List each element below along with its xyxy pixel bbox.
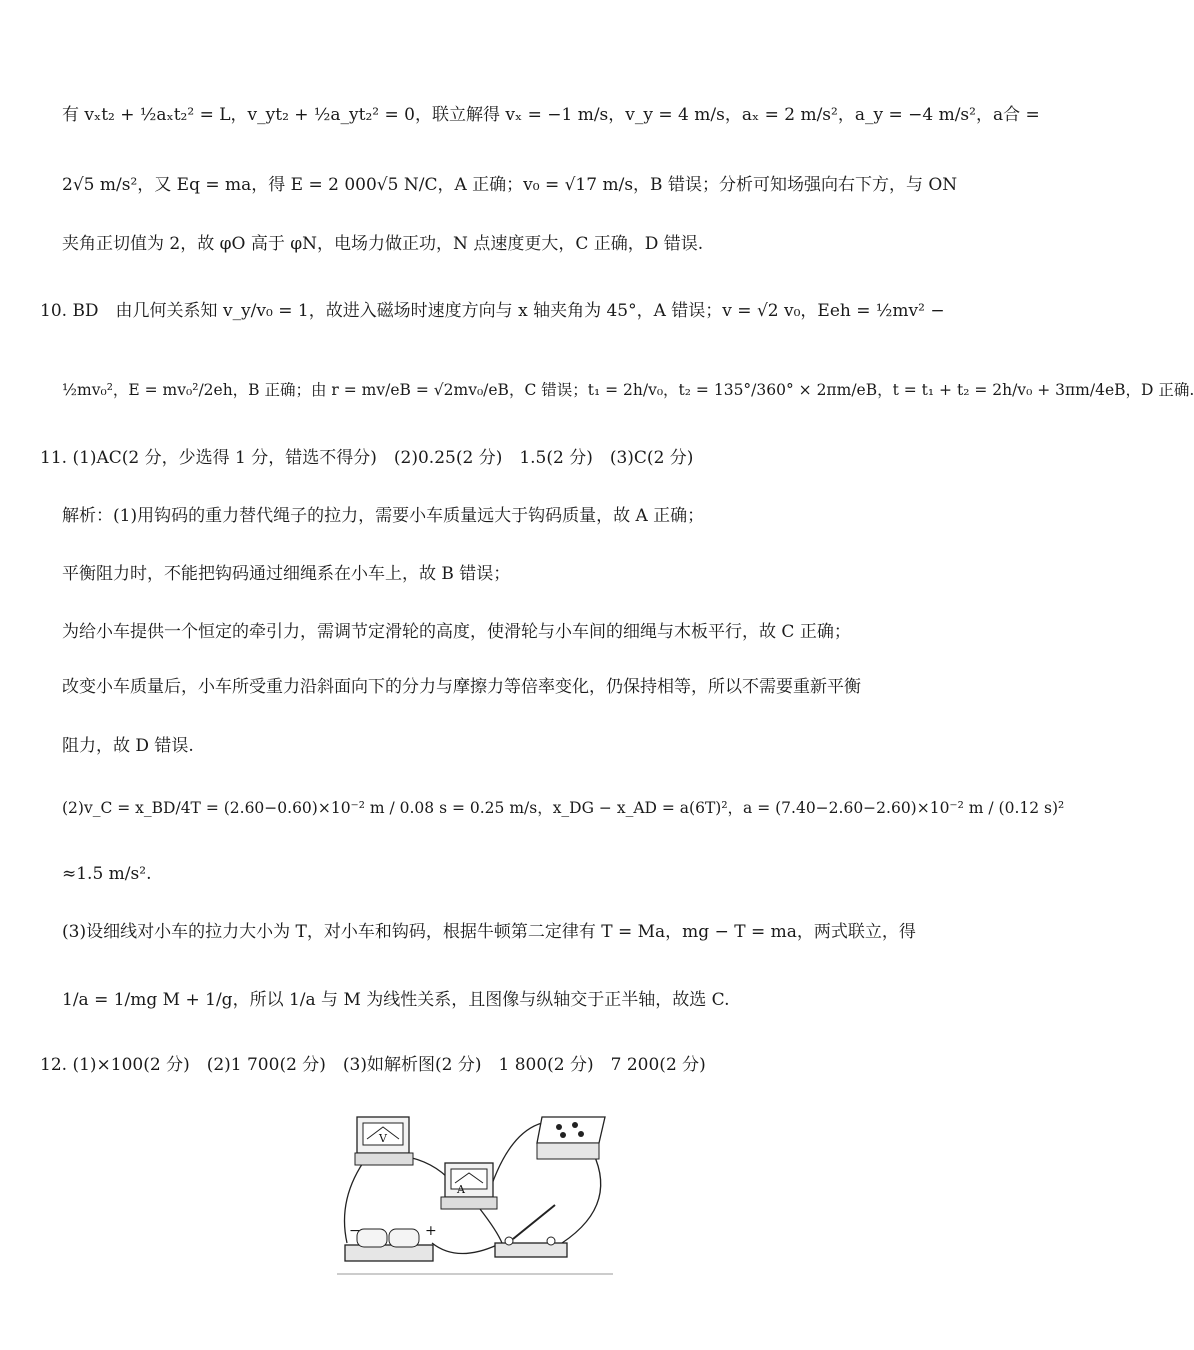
question-10: 10. BD 由几何关系知 v_y/v₀ = 1，故进入磁场时速度方向与 x 轴夹角为 45°，A 错误；v = √2 v₀，Eeh = ½mv² − [40,301,945,321]
explanation-formula: (2)v_C = x_BD/4T = (2.60−0.60)×10⁻² m / 0.08 s = 0.25 m/s，x_DG − x_AD = a(6T)²，a = (7.40−2.60−2.60)×10⁻² m / (0.12 s)² [62,799,1065,817]
battery-icon [345,1223,437,1261]
explanation-2: 平衡阻力时，不能把钩码通过细绳系在小车上，故 B 错误； [62,564,511,584]
question-11: 11. (1)AC(2 分，少选得 1 分，错选不得分) (2)0.25(2 分) 1.5(2 分) (3)C(2 分) [40,448,694,468]
switch-icon [495,1205,567,1257]
ammeter-label: A [457,1183,465,1196]
text-line-1: 有 vₓt₂ + ½aₓt₂² = L，v_yt₂ + ½a_yt₂² = 0，联立解得 vₓ = −1 m/s，v_y = 4 m/s，aₓ = 2 m/s²，a_y = −4 m/s²，a合 = [62,105,1040,125]
text-line-2: 2√5 m/s²，又 Eq = ma，得 E = 2 000√5 N/C，A 正确；v₀ = √17 m/s，B 错误；分析可知场强向右下方，与 ON [62,175,958,195]
explanation-6: (3)设细线对小车的拉力大小为 T，对小车和钩码，根据牛顿第二定律有 T = Ma，mg − T = ma，两式联立，得 [62,922,916,942]
text-line-3: 夹角正切值为 2，故 φO 高于 φN，电场力做正功，N 点速度更大，C 正确，D 错误. [62,234,704,254]
voltmeter-icon [355,1117,413,1165]
resistance-box-icon [537,1117,605,1159]
explanation-3: 为给小车提供一个恒定的牵引力，需调节定滑轮的高度，使滑轮与小车间的细绳与木板平行，故 C 正确； [62,622,851,642]
explanation-4: 改变小车质量后，小车所受重力沿斜面向下的分力与摩擦力等倍率变化，仍保持相等，所以不需要重新平衡 [62,677,861,697]
text-line-5: ½mv₀²，E = mv₀²/2eh，B 正确；由 r = mv/eB = √2mv₀/eB，C 错误；t₁ = 2h/v₀，t₂ = 135°/360° × 2πm/eB，t = t₁ + t₂ = 2h/v₀ + 3πm/4eB，D 正确. [62,381,1194,399]
ammeter-icon [441,1163,497,1209]
explanation-5: 阻力，故 D 错误. [62,736,194,756]
voltmeter-label: V [379,1132,387,1145]
explanation-1: 解析：(1)用钩码的重力替代绳子的拉力，需要小车质量远大于钩码质量，故 A 正确； [62,506,705,526]
explanation-7: 1/a = 1/mg M + 1/g，所以 1/a 与 M 为线性关系，且图像与纵轴交于正半轴，故选 C. [62,990,730,1010]
explanation-result: ≈1.5 m/s². [62,864,152,884]
circuit-figure [337,1103,613,1279]
plus-sign: + [425,1223,437,1239]
minus-sign: − [349,1223,361,1239]
question-12: 12. (1)×100(2 分) (2)1 700(2 分) (3)如解析图(2 分) 1 800(2 分) 7 200(2 分) [40,1055,706,1075]
